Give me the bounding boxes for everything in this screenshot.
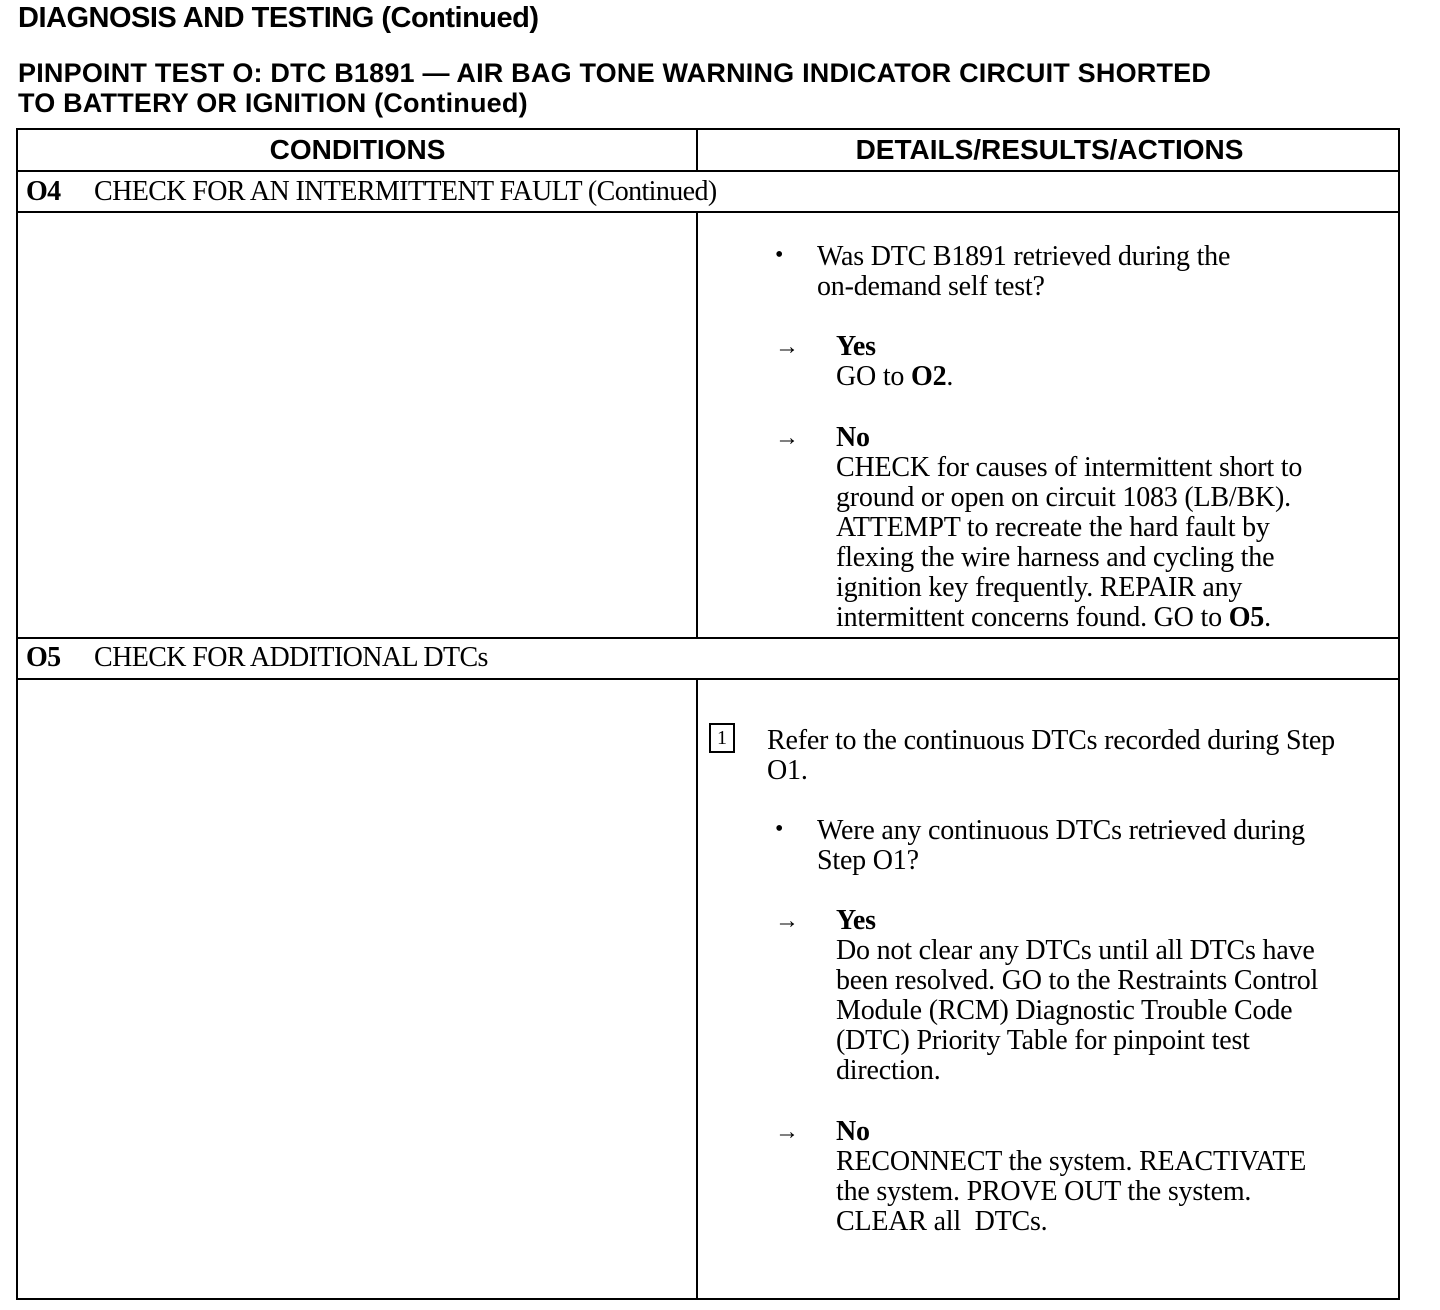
row-divider (18, 170, 1398, 172)
o4-yes-action: GO to (836, 361, 912, 392)
o5-step-instruction (767, 726, 1335, 786)
column-divider (696, 130, 698, 170)
step-o4-heading (26, 176, 717, 208)
details-column-header: DETAILS/RESULTS/ACTIONS (855, 134, 1244, 165)
pinpoint-test-table (16, 128, 1400, 1300)
o5-no-result (836, 1117, 1306, 1237)
o4-no-line: ATTEMPT to recreate the hard fault by (836, 512, 1270, 543)
pinpoint-test-title-line-1: PINPOINT TEST O: DTC B1891 — AIR BAG TONE WARNING INDICATOR CIRCUIT SHORTED (18, 58, 1212, 88)
o4-yes-target: O2 (911, 361, 947, 392)
bullet-icon: • (775, 242, 784, 268)
step-number-box: 1 (709, 723, 735, 753)
o5-question-line: Step O1? (817, 845, 919, 876)
o5-yes-line: direction. (836, 1055, 941, 1086)
o4-no-result (836, 423, 1302, 633)
o5-yes-line: been resolved. GO to the Restraints Control (836, 965, 1319, 996)
row-divider (18, 678, 1398, 680)
arrow-right-icon: → (775, 908, 799, 934)
o5-no-line: CLEAR all DTCs. (836, 1206, 1048, 1237)
o4-no-line: ground or open on circuit 1083 (LB/BK). (836, 482, 1291, 513)
arrow-right-icon: → (775, 1119, 799, 1145)
o5-yes-line: (DTC) Priority Table for pinpoint test (836, 1025, 1250, 1056)
o4-no-label: No (836, 422, 870, 453)
step-o4-id: O4 (26, 176, 61, 207)
arrow-right-icon: → (775, 334, 799, 360)
o5-yes-line: Do not clear any DTCs until all DTCs have (836, 935, 1315, 966)
o4-yes-result (836, 332, 953, 392)
step-o4-title: CHECK FOR AN INTERMITTENT FAULT (Continued) (94, 176, 717, 207)
pinpoint-test-title-line-2: TO BATTERY OR IGNITION (Continued) (18, 88, 528, 118)
o5-no-label: No (836, 1116, 870, 1147)
arrow-right-icon: → (775, 425, 799, 451)
o4-question (817, 242, 1230, 302)
o5-question-line: Were any continuous DTCs retrieved during (817, 815, 1305, 846)
column-divider (696, 211, 698, 637)
o5-step-line: Refer to the continuous DTCs recorded during Step (767, 725, 1335, 756)
row-divider (18, 637, 1398, 639)
o4-no-line: ignition key frequently. REPAIR any (836, 572, 1243, 603)
column-divider (696, 678, 698, 1298)
o5-no-line: RECONNECT the system. REACTIVATE (836, 1146, 1307, 1177)
o5-yes-label: Yes (836, 905, 876, 936)
o5-step-line: O1. (767, 755, 808, 786)
o4-no-line: flexing the wire harness and cycling the (836, 542, 1275, 573)
o5-yes-result (836, 906, 1318, 1086)
step-o5-heading (26, 642, 488, 674)
o4-no-target: O5 (1228, 602, 1265, 633)
row-divider (18, 211, 1398, 213)
o4-no-suffix: . (1264, 602, 1271, 633)
o4-yes-suffix: . (946, 361, 954, 392)
o4-yes-label: Yes (836, 331, 876, 362)
o4-no-line: intermittent concerns found. GO to (836, 602, 1229, 633)
o5-question (817, 816, 1305, 876)
o4-no-line: CHECK for causes of intermittent short to (836, 452, 1303, 483)
o4-question-line: on-demand self test? (817, 271, 1045, 302)
o4-question-line: Was DTC B1891 retrieved during the (817, 241, 1231, 272)
pinpoint-test-title (18, 58, 1211, 118)
step-o5-title: CHECK FOR ADDITIONAL DTCs (94, 642, 488, 673)
o5-yes-line: Module (RCM) Diagnostic Trouble Code (836, 995, 1293, 1026)
step-o5-id: O5 (26, 642, 61, 673)
conditions-column-header: CONDITIONS (269, 134, 446, 165)
o5-no-line: the system. PROVE OUT the system. (836, 1176, 1252, 1207)
section-title: DIAGNOSIS AND TESTING (Continued) (18, 2, 539, 34)
bullet-icon: • (775, 816, 784, 842)
